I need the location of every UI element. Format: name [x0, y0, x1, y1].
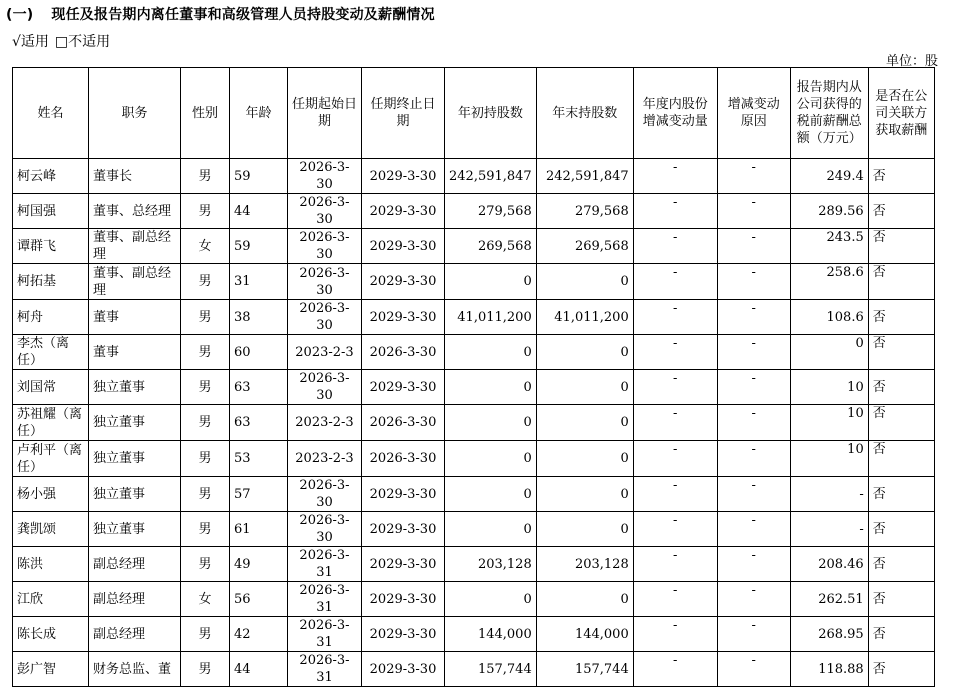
- table-body: [13, 159, 935, 687]
- cell-term-end: 2029-3-30: [362, 264, 445, 300]
- cell-end-shares: 0: [536, 582, 633, 617]
- cell-role: 财务总监、董: [89, 652, 181, 687]
- cell-change-reason: -: [717, 477, 790, 512]
- cell-term-start: 2026-3-30: [288, 159, 362, 194]
- col-header-name: 姓名: [13, 68, 89, 159]
- cell-pretax-pay: 0: [790, 335, 868, 370]
- cell-begin-shares: 269,568: [445, 229, 537, 264]
- cell-related-pay: 否: [868, 547, 934, 582]
- cell-term-start: 2023-2-3: [288, 405, 362, 441]
- cell-related-pay: 否: [868, 229, 934, 264]
- cell-name: 柯国强: [13, 194, 89, 229]
- cell-age: 53: [230, 441, 288, 477]
- cell-gender: 女: [181, 229, 230, 264]
- cell-term-end: 2029-3-30: [362, 652, 445, 687]
- cell-share-change: -: [633, 477, 717, 512]
- cell-gender: 女: [181, 582, 230, 617]
- cell-role: 副总经理: [89, 547, 181, 582]
- cell-role: 独立董事: [89, 405, 181, 441]
- cell-term-start: 2026-3-31: [288, 617, 362, 652]
- cell-gender: 男: [181, 652, 230, 687]
- table-row: [13, 617, 935, 652]
- cell-pretax-pay: 289.56: [790, 194, 868, 229]
- cell-share-change: -: [633, 194, 717, 229]
- table-header-row: [13, 68, 935, 159]
- cell-begin-shares: 0: [445, 405, 537, 441]
- cell-share-change: -: [633, 512, 717, 547]
- cell-pretax-pay: 208.46: [790, 547, 868, 582]
- cell-term-end: 2029-3-30: [362, 477, 445, 512]
- cell-end-shares: 0: [536, 370, 633, 405]
- table-row: [13, 441, 935, 477]
- cell-begin-shares: 242,591,847: [445, 159, 537, 194]
- cell-term-end: 2029-3-30: [362, 194, 445, 229]
- cell-pretax-pay: 108.6: [790, 300, 868, 335]
- cell-end-shares: 0: [536, 477, 633, 512]
- cell-role: 副总经理: [89, 617, 181, 652]
- table-row: [13, 264, 935, 300]
- cell-end-shares: 144,000: [536, 617, 633, 652]
- cell-change-reason: -: [717, 264, 790, 300]
- cell-age: 44: [230, 652, 288, 687]
- cell-begin-shares: 0: [445, 477, 537, 512]
- cell-begin-shares: 0: [445, 441, 537, 477]
- cell-age: 49: [230, 547, 288, 582]
- cell-related-pay: 否: [868, 582, 934, 617]
- cell-gender: 男: [181, 159, 230, 194]
- cell-end-shares: 157,744: [536, 652, 633, 687]
- cell-age: 60: [230, 335, 288, 370]
- cell-end-shares: 0: [536, 441, 633, 477]
- cell-role: 独立董事: [89, 512, 181, 547]
- cell-share-change: -: [633, 229, 717, 264]
- cell-end-shares: 0: [536, 335, 633, 370]
- cell-name: 彭广智: [13, 652, 89, 687]
- cell-end-shares: 203,128: [536, 547, 633, 582]
- cell-name: 谭群飞: [13, 229, 89, 264]
- cell-term-end: 2026-3-30: [362, 441, 445, 477]
- cell-related-pay: 否: [868, 652, 934, 687]
- cell-share-change: -: [633, 547, 717, 582]
- cell-share-change: -: [633, 441, 717, 477]
- cell-change-reason: -: [717, 617, 790, 652]
- col-header-share-change: 年度内股份增减变动量: [633, 68, 717, 159]
- cell-name: 江欣: [13, 582, 89, 617]
- cell-change-reason: -: [717, 300, 790, 335]
- cell-term-start: 2026-3-30: [288, 229, 362, 264]
- cell-term-end: 2029-3-30: [362, 617, 445, 652]
- cell-begin-shares: 203,128: [445, 547, 537, 582]
- col-header-age: 年龄: [230, 68, 288, 159]
- cell-name: 柯拓基: [13, 264, 89, 300]
- cell-name: 龚凯颂: [13, 512, 89, 547]
- cell-term-start: 2026-3-31: [288, 652, 362, 687]
- cell-name: 李杰（离任）: [13, 335, 89, 370]
- cell-gender: 男: [181, 335, 230, 370]
- not-applicable-option: □不适用: [54, 34, 111, 50]
- table-row: [13, 582, 935, 617]
- cell-term-end: 2029-3-30: [362, 370, 445, 405]
- cell-role: 独立董事: [89, 477, 181, 512]
- cell-pretax-pay: 10: [790, 370, 868, 405]
- col-header-change-reason: 增减变动原因: [717, 68, 790, 159]
- cell-term-start: 2026-3-30: [288, 512, 362, 547]
- col-header-begin-shares: 年初持股数: [445, 68, 537, 159]
- cell-term-end: 2029-3-30: [362, 159, 445, 194]
- cell-age: 61: [230, 512, 288, 547]
- cell-pretax-pay: -: [790, 477, 868, 512]
- cell-role: 董事长: [89, 159, 181, 194]
- applicability-line: [12, 31, 116, 51]
- table-row: [13, 405, 935, 441]
- cell-share-change: -: [633, 300, 717, 335]
- cell-end-shares: 0: [536, 264, 633, 300]
- col-header-role: 职务: [89, 68, 181, 159]
- cell-age: 57: [230, 477, 288, 512]
- cell-gender: 男: [181, 547, 230, 582]
- cell-term-start: 2026-3-31: [288, 547, 362, 582]
- cell-role: 董事: [89, 335, 181, 370]
- director-compensation-table: [12, 67, 935, 687]
- table-row: [13, 547, 935, 582]
- cell-gender: 男: [181, 617, 230, 652]
- cell-name: 刘国常: [13, 370, 89, 405]
- table-row: [13, 370, 935, 405]
- cell-role: 董事、总经理: [89, 194, 181, 229]
- cell-term-start: 2023-2-3: [288, 441, 362, 477]
- cell-related-pay: 否: [868, 370, 934, 405]
- cell-gender: 男: [181, 441, 230, 477]
- cell-term-start: 2026-3-30: [288, 370, 362, 405]
- cell-pretax-pay: 10: [790, 441, 868, 477]
- cell-pretax-pay: 268.95: [790, 617, 868, 652]
- cell-change-reason: -: [717, 582, 790, 617]
- cell-term-start: 2026-3-30: [288, 264, 362, 300]
- cell-change-reason: -: [717, 335, 790, 370]
- cell-name: 卢利平（离任）: [13, 441, 89, 477]
- table-row: [13, 335, 935, 370]
- cell-change-reason: -: [717, 441, 790, 477]
- cell-change-reason: -: [717, 229, 790, 264]
- cell-end-shares: 0: [536, 512, 633, 547]
- cell-name: 杨小强: [13, 477, 89, 512]
- cell-age: 63: [230, 370, 288, 405]
- cell-share-change: -: [633, 370, 717, 405]
- cell-gender: 男: [181, 194, 230, 229]
- cell-begin-shares: 279,568: [445, 194, 537, 229]
- cell-term-start: 2026-3-30: [288, 194, 362, 229]
- cell-related-pay: 否: [868, 512, 934, 547]
- cell-term-end: 2026-3-30: [362, 335, 445, 370]
- cell-begin-shares: 0: [445, 335, 537, 370]
- cell-age: 38: [230, 300, 288, 335]
- cell-end-shares: 242,591,847: [536, 159, 633, 194]
- cell-pretax-pay: 249.4: [790, 159, 868, 194]
- cell-term-end: 2029-3-30: [362, 547, 445, 582]
- cell-term-end: 2029-3-30: [362, 582, 445, 617]
- cell-term-end: 2029-3-30: [362, 300, 445, 335]
- cell-gender: 男: [181, 512, 230, 547]
- cell-age: 59: [230, 159, 288, 194]
- cell-role: 副总经理: [89, 582, 181, 617]
- table-row: [13, 300, 935, 335]
- cell-name: 柯舟: [13, 300, 89, 335]
- cell-role: 董事、副总经理: [89, 264, 181, 300]
- cell-share-change: -: [633, 159, 717, 194]
- cell-age: 56: [230, 582, 288, 617]
- cell-term-start: 2026-3-30: [288, 477, 362, 512]
- cell-term-start: 2026-3-31: [288, 582, 362, 617]
- cell-share-change: -: [633, 335, 717, 370]
- cell-gender: 男: [181, 477, 230, 512]
- col-header-term-end: 任期终止日期: [362, 68, 445, 159]
- cell-share-change: -: [633, 582, 717, 617]
- cell-end-shares: 0: [536, 405, 633, 441]
- cell-age: 31: [230, 264, 288, 300]
- table-row: [13, 512, 935, 547]
- cell-related-pay: 否: [868, 264, 934, 300]
- cell-pretax-pay: 262.51: [790, 582, 868, 617]
- cell-term-start: 2023-2-3: [288, 335, 362, 370]
- cell-share-change: -: [633, 652, 717, 687]
- cell-role: 董事、副总经理: [89, 229, 181, 264]
- cell-related-pay: 否: [868, 159, 934, 194]
- cell-change-reason: -: [717, 512, 790, 547]
- section-number: (一): [6, 7, 34, 23]
- cell-share-change: -: [633, 617, 717, 652]
- cell-related-pay: 否: [868, 405, 934, 441]
- section-title: 现任及报告期内离任董事和高级管理人员持股变动及薪酬情况: [51, 7, 435, 23]
- table-row: [13, 159, 935, 194]
- cell-related-pay: 否: [868, 477, 934, 512]
- cell-end-shares: 269,568: [536, 229, 633, 264]
- cell-change-reason: -: [717, 194, 790, 229]
- cell-pretax-pay: 118.88: [790, 652, 868, 687]
- cell-name: 陈长成: [13, 617, 89, 652]
- cell-related-pay: 否: [868, 300, 934, 335]
- cell-related-pay: 否: [868, 194, 934, 229]
- cell-change-reason: -: [717, 652, 790, 687]
- cell-gender: 男: [181, 300, 230, 335]
- cell-pretax-pay: -: [790, 512, 868, 547]
- cell-share-change: -: [633, 264, 717, 300]
- cell-begin-shares: 0: [445, 582, 537, 617]
- cell-change-reason: -: [717, 547, 790, 582]
- cell-begin-shares: 0: [445, 264, 537, 300]
- col-header-pretax-pay: 报告期内从公司获得的税前薪酬总额（万元）: [790, 68, 868, 159]
- cell-age: 59: [230, 229, 288, 264]
- cell-term-start: 2026-3-30: [288, 300, 362, 335]
- cell-pretax-pay: 258.6: [790, 264, 868, 300]
- unit-label: 单位：股: [885, 54, 938, 69]
- cell-term-end: 2026-3-30: [362, 405, 445, 441]
- col-header-end-shares: 年末持股数: [536, 68, 633, 159]
- cell-gender: 男: [181, 264, 230, 300]
- cell-begin-shares: 41,011,200: [445, 300, 537, 335]
- cell-role: 董事: [89, 300, 181, 335]
- col-header-related-pay: 是否在公司关联方获取薪酬: [868, 68, 934, 159]
- cell-begin-shares: 157,744: [445, 652, 537, 687]
- cell-begin-shares: 0: [445, 370, 537, 405]
- cell-age: 44: [230, 194, 288, 229]
- cell-share-change: -: [633, 405, 717, 441]
- cell-role: 独立董事: [89, 441, 181, 477]
- cell-gender: 男: [181, 405, 230, 441]
- cell-related-pay: 否: [868, 335, 934, 370]
- applicable-option: √适用: [12, 34, 49, 50]
- cell-change-reason: -: [717, 405, 790, 441]
- cell-name: 柯云峰: [13, 159, 89, 194]
- cell-end-shares: 279,568: [536, 194, 633, 229]
- cell-name: 苏祖耀（离任）: [13, 405, 89, 441]
- cell-pretax-pay: 10: [790, 405, 868, 441]
- cell-role: 独立董事: [89, 370, 181, 405]
- cell-age: 42: [230, 617, 288, 652]
- col-header-gender: 性别: [181, 68, 230, 159]
- cell-change-reason: -: [717, 159, 790, 194]
- section-heading: [6, 4, 435, 24]
- cell-begin-shares: 144,000: [445, 617, 537, 652]
- table-row: [13, 652, 935, 687]
- cell-name: 陈洪: [13, 547, 89, 582]
- cell-change-reason: -: [717, 370, 790, 405]
- cell-related-pay: 否: [868, 441, 934, 477]
- table-row: [13, 194, 935, 229]
- cell-gender: 男: [181, 370, 230, 405]
- table-row: [13, 229, 935, 264]
- cell-pretax-pay: 243.5: [790, 229, 868, 264]
- cell-begin-shares: 0: [445, 512, 537, 547]
- cell-related-pay: 否: [868, 617, 934, 652]
- col-header-term-start: 任期起始日期: [288, 68, 362, 159]
- cell-term-end: 2029-3-30: [362, 512, 445, 547]
- cell-age: 63: [230, 405, 288, 441]
- cell-term-end: 2029-3-30: [362, 229, 445, 264]
- cell-end-shares: 41,011,200: [536, 300, 633, 335]
- table-row: [13, 477, 935, 512]
